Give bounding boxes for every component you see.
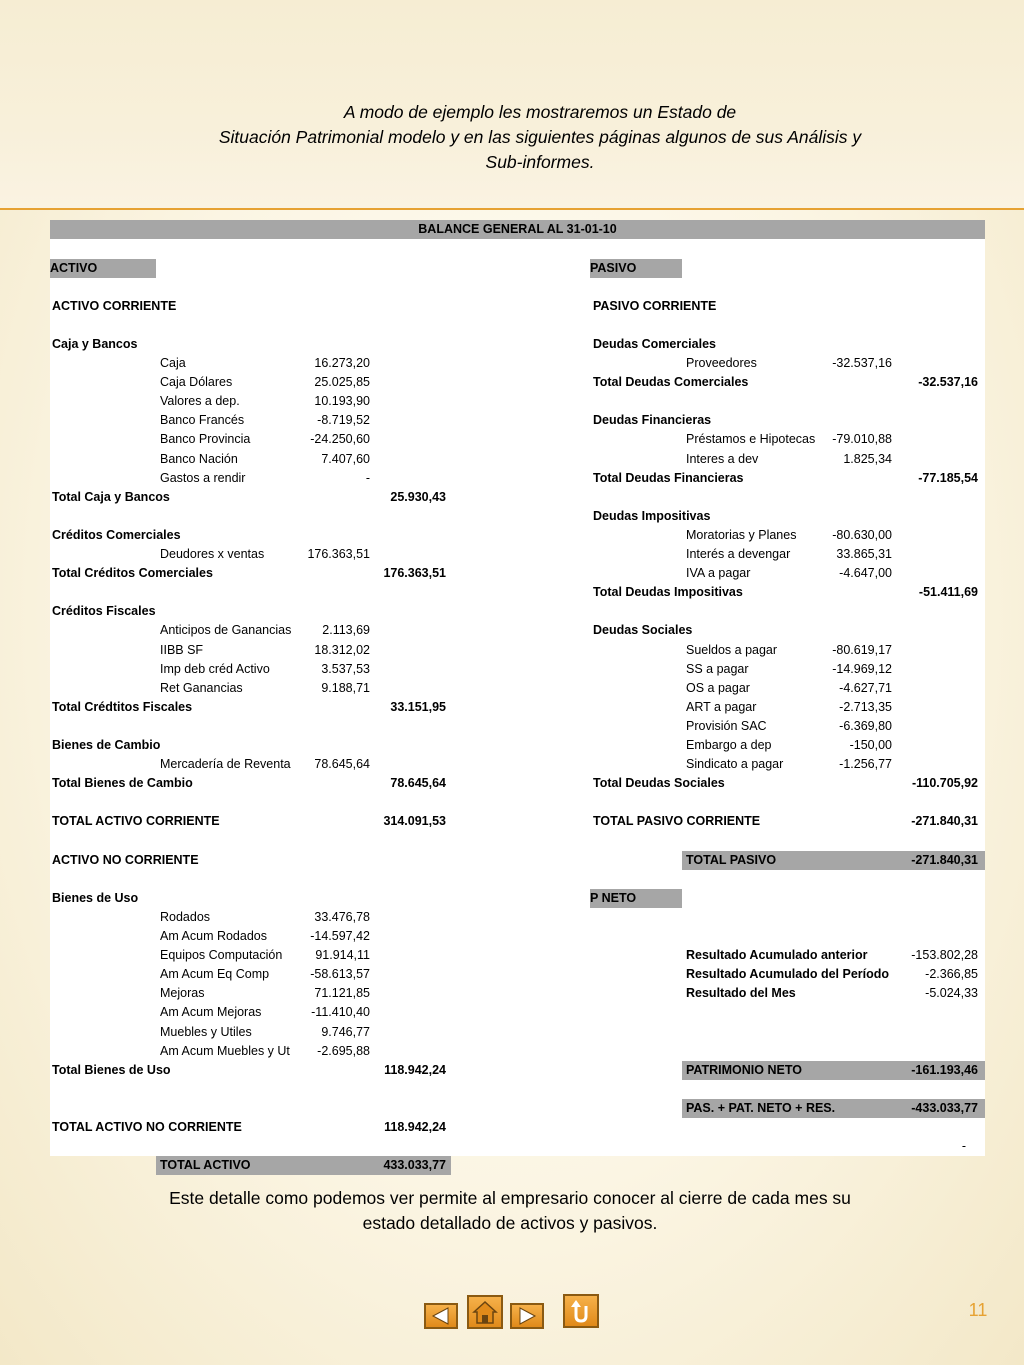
deudas-sociales-item-value: -4.627,71 — [839, 680, 892, 695]
deudas-sociales-item-name: Embargo a dep — [686, 738, 772, 752]
bienes-uso-label: Bienes de Uso — [52, 890, 139, 905]
total-activo-corriente-label: TOTAL ACTIVO CORRIENTE — [52, 814, 220, 829]
total-activo-value: 433.033,77 — [383, 1158, 446, 1173]
caja-bancos-item-value: 10.193,90 — [314, 394, 370, 409]
pneto-item-name: Resultado del Mes — [686, 986, 796, 1001]
creditos-fiscales-item-value: 2.113,69 — [322, 623, 370, 638]
pneto-header: P NETO — [590, 889, 682, 908]
creditos-comerciales-total-label: Total Créditos Comerciales — [52, 566, 213, 581]
deudas-sociales-item-value: -80.619,17 — [832, 642, 892, 657]
bienes-cambio-label: Bienes de Cambio — [52, 738, 161, 752]
deudas-comerciales-label: Deudas Comerciales — [593, 336, 716, 351]
bienes-uso-item-value: 33.476,78 — [314, 909, 370, 924]
bienes-uso-total-value: 118.942,24 — [384, 1062, 446, 1077]
bienes-uso-item-value: -14.597,42 — [310, 929, 370, 943]
bienes-uso-item-name: Am Acum Rodados — [160, 929, 267, 943]
bienes-uso-item-value: -58.613,57 — [310, 967, 370, 982]
return-button[interactable] — [563, 1294, 599, 1328]
bienes-uso-item-value: 91.914,11 — [315, 948, 370, 963]
home-icon — [469, 1297, 501, 1327]
creditos-fiscales-item-name: Ret Ganancias — [160, 680, 243, 695]
caja-bancos-total-value: 25.930,43 — [390, 489, 446, 504]
balance-title: BALANCE GENERAL AL 31-01-10 — [50, 220, 985, 239]
deudas-financieras-label: Deudas Financieras — [593, 413, 712, 428]
creditos-fiscales-item-name: Imp deb créd Activo — [160, 661, 270, 676]
deudas-impositivas-item-name: Interés a devengar — [686, 547, 791, 561]
outro-line: estado detallado de activos y pasivos. — [362, 1213, 658, 1233]
deudas-impositivas-item-value: -4.647,00 — [839, 566, 892, 581]
creditos-comerciales-item-value: 176.363,51 — [307, 547, 370, 561]
caja-bancos-item-name: Banco Nación — [160, 451, 238, 466]
pneto-item-name: Resultado Acumulado anterior — [686, 948, 868, 963]
total-pasivo-label: TOTAL PASIVO — [686, 852, 777, 867]
outro-line: Este detalle como podemos ver permite al empresario conocer al cierre de cada mes su — [169, 1188, 851, 1208]
bienes-uso-item-name: Am Acum Muebles y Ut — [160, 1043, 290, 1058]
activo-corriente-heading: ACTIVO CORRIENTE — [52, 298, 177, 313]
deudas-sociales-total-label: Total Deudas Sociales — [593, 776, 725, 791]
creditos-fiscales-item-value: 3.537,53 — [321, 661, 370, 676]
home-button[interactable] — [467, 1295, 503, 1329]
total-pasivo-value: -271.840,31 — [911, 852, 978, 867]
bienes-cambio-item-name: Mercadería de Reventa — [160, 757, 291, 772]
activo-no-corriente-heading: ACTIVO NO CORRIENTE — [52, 852, 199, 867]
deudas-sociales-item-value: -6.369,80 — [839, 718, 892, 733]
deudas-comerciales-item-name: Proveedores — [686, 356, 757, 370]
creditos-fiscales-item-name: IIBB SF — [160, 642, 204, 657]
intro-line: Situación Patrimonial modelo y en las siguientes páginas algunos de sus Análisis y — [218, 127, 862, 147]
deudas-sociales-item-name: SS a pagar — [686, 661, 749, 676]
bienes-uso-item-name: Mejoras — [160, 986, 205, 1001]
caja-bancos-item-name: Caja — [160, 356, 186, 370]
header-divider — [0, 208, 1024, 210]
deudas-sociales-item-name: ART a pagar — [686, 699, 757, 714]
activo-header: ACTIVO — [50, 259, 156, 278]
total-activo-no-corriente-value: 118.942,24 — [384, 1120, 446, 1134]
trailing-dash: - — [961, 1139, 966, 1154]
pneto-item-value: -5.024,33 — [925, 986, 978, 1001]
deudas-sociales-total-value: -110.705,92 — [911, 776, 978, 791]
deudas-impositivas-item-name: IVA a pagar — [686, 566, 751, 581]
caja-bancos-label: Caja y Bancos — [52, 336, 138, 351]
outro-text — [110, 1186, 910, 1236]
pas-pat-neto-label: PAS. + PAT. NETO + RES. — [686, 1100, 836, 1115]
intro-line: A modo de ejemplo les mostraremos un Estado de — [343, 102, 737, 122]
deudas-impositivas-label: Deudas Impositivas — [593, 508, 711, 523]
caja-bancos-item-name: Gastos a rendir — [160, 470, 246, 485]
deudas-sociales-item-value: -1.256,77 — [839, 757, 892, 772]
arrow-right-icon — [512, 1305, 542, 1327]
deudas-comerciales-item-value: -32.537,16 — [832, 356, 892, 370]
pneto-item-value: -2.366,85 — [925, 967, 978, 982]
total-activo-label: TOTAL ACTIVO — [160, 1158, 251, 1173]
deudas-sociales-item-value: -14.969,12 — [832, 661, 892, 676]
next-button[interactable] — [510, 1303, 544, 1329]
total-pasivo-corriente-label: TOTAL PASIVO CORRIENTE — [593, 814, 761, 829]
bienes-uso-item-name: Am Acum Mejoras — [160, 1005, 262, 1020]
caja-bancos-item-name: Caja Dólares — [160, 375, 233, 390]
bienes-uso-item-name: Am Acum Eq Comp — [160, 967, 270, 982]
deudas-financieras-total-label: Total Deudas Financieras — [593, 470, 744, 485]
patrimonio-neto-value: -161.193,46 — [911, 1062, 978, 1077]
creditos-comerciales-item-name: Deudores x ventas — [160, 547, 265, 561]
deudas-impositivas-item-value: -80.630,00 — [832, 527, 892, 542]
total-pasivo-corriente-value: -271.840,31 — [911, 814, 978, 829]
bienes-uso-item-value: 9.746,77 — [321, 1024, 370, 1039]
total-activo-no-corriente-label: TOTAL ACTIVO NO CORRIENTE — [52, 1120, 242, 1134]
deudas-sociales-item-name: Sueldos a pagar — [686, 642, 778, 657]
pneto-item-value: -153.802,28 — [911, 948, 978, 963]
deudas-financieras-item-name: Interes a dev — [686, 451, 759, 466]
creditos-fiscales-item-value: 18.312,02 — [314, 642, 370, 657]
patrimonio-neto-label: PATRIMONIO NETO — [686, 1062, 802, 1077]
creditos-comerciales-total-value: 176.363,51 — [383, 566, 446, 581]
deudas-comerciales-total-label: Total Deudas Comerciales — [593, 375, 749, 390]
deudas-impositivas-total-label: Total Deudas Impositivas — [593, 585, 743, 600]
deudas-comerciales-total-value: -32.537,16 — [918, 375, 978, 390]
bienes-uso-item-name: Rodados — [160, 909, 211, 924]
intro-line: Sub-informes. — [485, 152, 595, 172]
caja-bancos-item-value: -8.719,52 — [317, 413, 370, 428]
page-number: 11 — [968, 1300, 988, 1320]
creditos-fiscales-label: Créditos Fiscales — [52, 604, 156, 619]
pneto-item-name: Resultado Acumulado del Período — [686, 967, 890, 982]
bienes-cambio-item-value: 78.645,64 — [314, 757, 370, 772]
deudas-impositivas-item-value: 33.865,31 — [836, 547, 892, 561]
deudas-financieras-item-name: Préstamos e Hipotecas — [686, 432, 816, 447]
caja-bancos-item-value: 16.273,20 — [314, 356, 370, 370]
caja-bancos-item-value: 7.407,60 — [321, 451, 370, 466]
arrow-left-icon — [426, 1305, 456, 1327]
pasivo-header: PASIVO — [590, 259, 682, 278]
bienes-uso-item-value: 71.121,85 — [314, 986, 370, 1001]
deudas-sociales-item-value: -150,00 — [849, 738, 892, 752]
deudas-impositivas-total-value: -51.411,69 — [918, 585, 978, 600]
creditos-comerciales-label: Créditos Comerciales — [52, 527, 181, 542]
deudas-sociales-item-value: -2.713,35 — [839, 699, 892, 714]
deudas-financieras-total-value: -77.185,54 — [918, 470, 978, 485]
caja-bancos-item-value: - — [365, 470, 370, 485]
creditos-fiscales-total-label: Total Crédtitos Fiscales — [52, 699, 193, 714]
bienes-uso-item-value: -11.410,40 — [311, 1005, 370, 1020]
prev-button[interactable] — [424, 1303, 458, 1329]
pas-pat-neto-value: -433.033,77 — [911, 1100, 978, 1115]
deudas-impositivas-item-name: Moratorias y Planes — [686, 527, 797, 542]
caja-bancos-item-value: -24.250,60 — [310, 432, 370, 447]
creditos-fiscales-item-name: Anticipos de Ganancias — [160, 623, 292, 638]
deudas-sociales-item-name: OS a pagar — [686, 680, 750, 695]
deudas-financieras-item-value: -79.010,88 — [832, 432, 892, 447]
bienes-uso-item-value: -2.695,88 — [317, 1043, 370, 1058]
caja-bancos-total-label: Total Caja y Bancos — [52, 489, 170, 504]
deudas-financieras-item-value: 1.825,34 — [843, 451, 892, 466]
caja-bancos-item-name: Banco Francés — [160, 413, 245, 428]
creditos-fiscales-total-value: 33.151,95 — [390, 699, 446, 714]
caja-bancos-item-name: Valores a dep. — [160, 394, 240, 409]
bienes-cambio-total-label: Total Bienes de Cambio — [52, 776, 193, 791]
caja-bancos-item-value: 25.025,85 — [314, 375, 370, 390]
intro-text — [150, 100, 930, 175]
total-activo-corriente-value: 314.091,53 — [383, 814, 446, 829]
bienes-uso-item-name: Equipos Computación — [160, 948, 283, 963]
deudas-sociales-item-name: Sindicato a pagar — [686, 757, 784, 772]
deudas-sociales-item-name: Provisión SAC — [686, 718, 767, 733]
balance-sheet-table — [50, 220, 985, 1173]
deudas-sociales-label: Deudas Sociales — [593, 623, 693, 638]
return-icon — [565, 1296, 597, 1326]
bienes-uso-total-label: Total Bienes de Uso — [52, 1062, 171, 1077]
caja-bancos-item-name: Banco Provincia — [160, 432, 251, 447]
pasivo-corriente-heading: PASIVO CORRIENTE — [593, 298, 717, 313]
bienes-uso-item-name: Muebles y Utiles — [160, 1024, 252, 1039]
creditos-fiscales-item-value: 9.188,71 — [321, 680, 370, 695]
bienes-cambio-total-value: 78.645,64 — [390, 776, 446, 791]
